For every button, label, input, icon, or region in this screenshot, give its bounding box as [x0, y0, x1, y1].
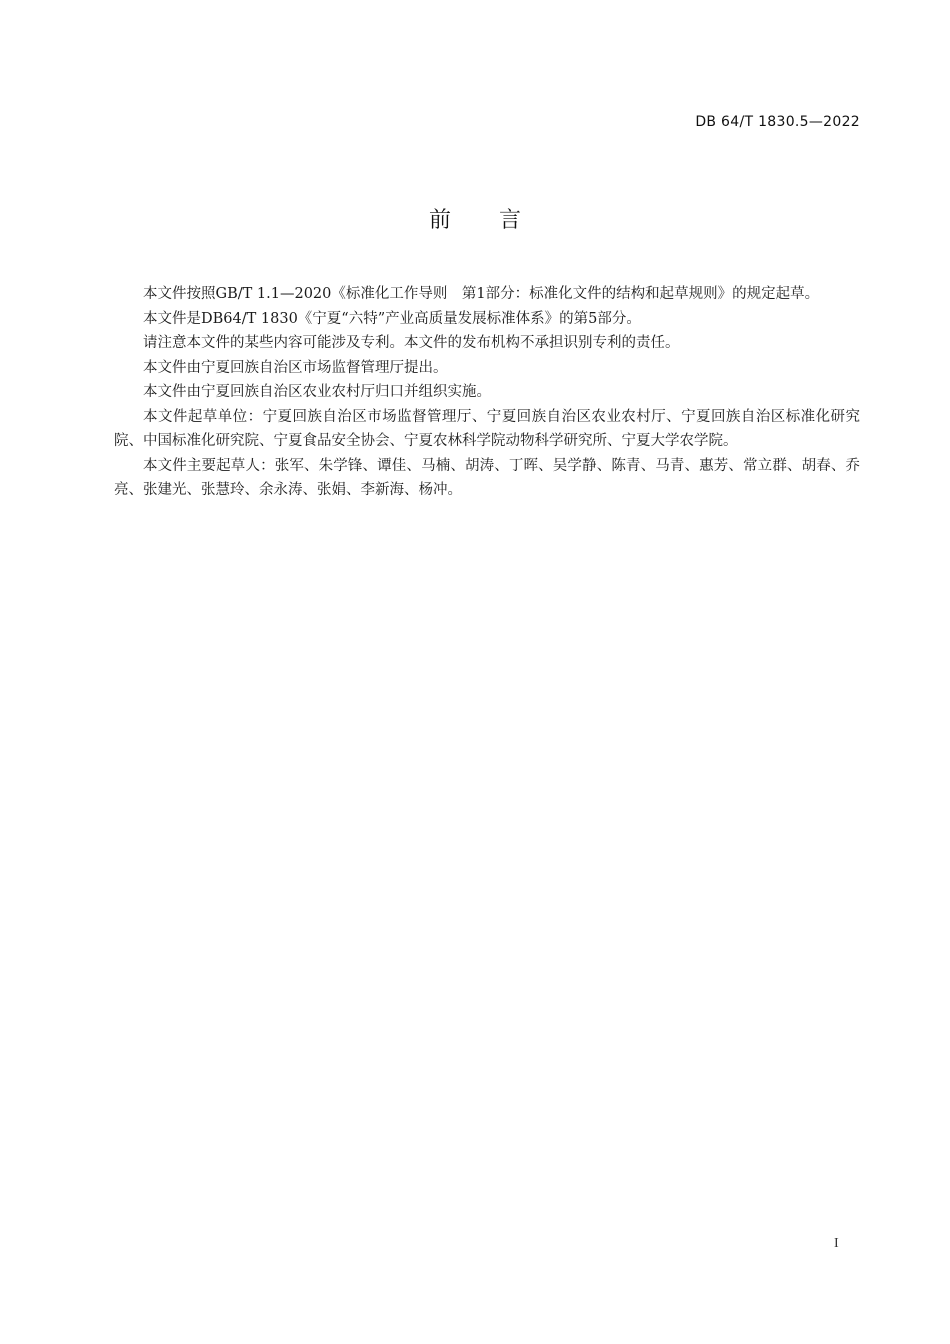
page-title: 前言 [428, 208, 569, 233]
paragraph-drafting-rules: 本文件按照GB/T 1.1—2020《标准化工作导则 第1部分：标准化文件的结构和起草规则》的规定起草。 [143, 286, 820, 302]
paragraph-administrator: 本文件由宁夏回族自治区农业农村厅归口并组织实施。 [143, 384, 491, 400]
page-number: I [834, 1236, 839, 1251]
paragraph-drafters: 本文件主要起草人：张军、朱学锋、谭佳、马楠、胡涛、丁晖、吴学静、陈青、马青、惠芳、常立群、胡春、乔亮、张建光、张慧玲、余永涛、张娟、李新海、杨冲。 [114, 457, 860, 498]
foreword-body [114, 282, 860, 503]
paragraph-series-part: 本文件是DB64/T 1830《宁夏“六特”产业高质量发展标准体系》的第5部分。 [143, 310, 641, 327]
paragraph-proposer: 本文件由宁夏回族自治区市场监督管理厅提出。 [143, 359, 448, 376]
document-code: DB 64/T 1830.5—2022 [695, 114, 860, 130]
paragraph-patent-notice: 请注意本文件的某些内容可能涉及专利。本文件的发布机构不承担识别专利的责任。 [143, 335, 680, 351]
paragraph-drafting-units: 本文件起草单位：宁夏回族自治区市场监督管理厅、宁夏回族自治区农业农村厅、宁夏回族自治区标准化研究院、中国标准化研究院、宁夏食品安全协会、宁夏农林科学院动物科学研究所、宁夏大学农学院。 [114, 408, 860, 449]
